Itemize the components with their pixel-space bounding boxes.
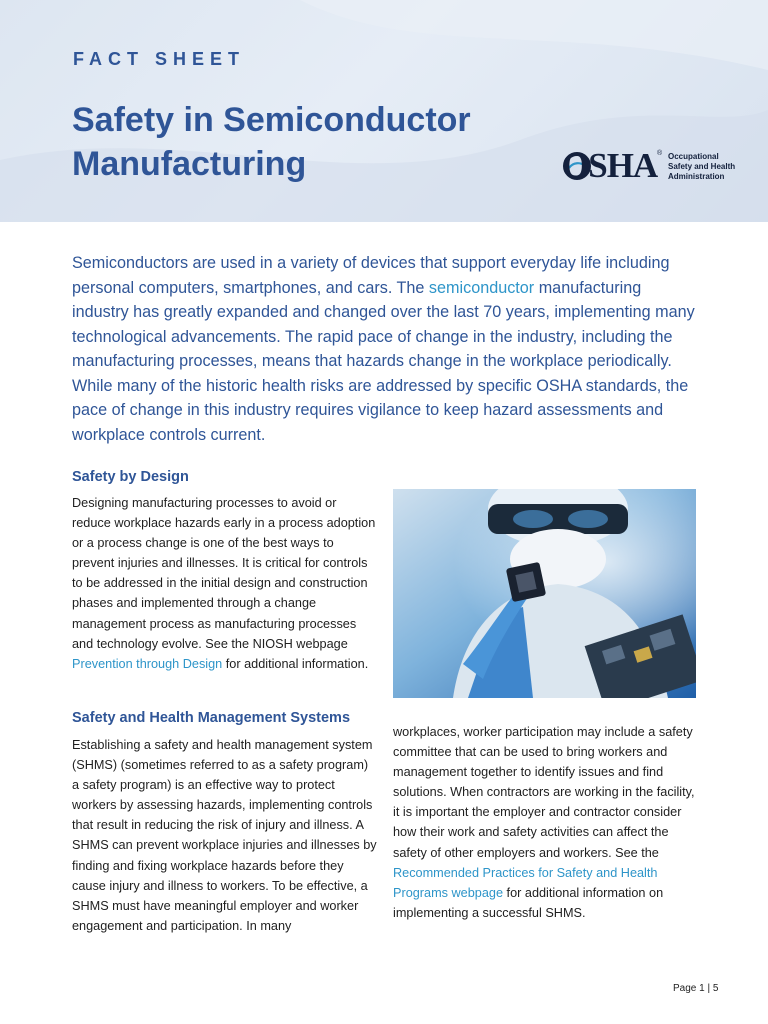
shms-right-text-start: workplaces, worker participation may include a safety committee that can be used to bring workers and management together to identify issues and find solutions. When contractors are working in the facility, it is important the employer and contractor consider how their work and safety activities can affect the safety of other employers and workers. See the: [393, 725, 695, 860]
page-title: [72, 98, 542, 186]
intro-paragraph: [72, 251, 702, 447]
intro-text-start: Semiconductors are used in a variety of devices that support everyday life including personal computers, smartphones, and cars. The: [72, 254, 670, 297]
cleanroom-worker-photo: [393, 489, 696, 698]
registered-mark: ®: [657, 150, 663, 157]
intro-text-end: manufacturing industry has greatly expanded and changed over the last 70 years, implementing many technological advancements. The rapid pace of change in the industry, including the manufacturing processes, means that hazards change in the workplace periodically. While many of the historic health risks are addressed by specific OSHA standards, the pace of change in this industry requires vigilance to keep hazard assessments and workplace controls current.: [72, 278, 695, 444]
shms-right-text-end: for additional information on implementing a successful SHMS.: [393, 885, 664, 920]
title-line-2: Manufacturing: [72, 145, 307, 183]
agency-line-2: Safety and Health: [668, 162, 736, 171]
agency-line-3: Administration: [668, 172, 725, 181]
header-banner: [0, 0, 768, 222]
semiconductor-link[interactable]: semiconductor: [428, 278, 535, 297]
shms-heading: Safety and Health Management Systems: [72, 710, 351, 726]
prevention-through-design-link[interactable]: Prevention through Design: [72, 656, 223, 671]
cleanroom-worker-holding-chip-photo: [393, 489, 696, 698]
safety-by-design-heading: Safety by Design: [72, 469, 189, 485]
design-text-start: Designing manufacturing processes to avoid or reduce workplace hazards early in a process adoption or a process change is one of the best ways to prevent injuries and illnesses. It is critical for controls to be addressed in the initial design and construction phases and implemented through a change management process as manufacturing processes and technology evolve. See the NIOSH webpage: [72, 496, 376, 651]
design-text-end: for additional information.: [222, 656, 369, 671]
title-line-1: Safety in Semiconductor: [72, 101, 471, 139]
shms-paragraph-right: [393, 722, 699, 923]
osha-logo: [562, 148, 752, 188]
shms-paragraph-left: Establishing a safety and health management system (SHMS) (sometimes referred to as a safety program) a safety program) is an effective way to protect workers by assessing hazards, implementing controls that result in reducing the risk of injury and illness. A SHMS can prevent workplace injuries and illnesses by finding and fixing workplace hazards before they cause injury and illness to workers. To be effective, a SHMS must have meaningful employer and worker engagement and participation. In many: [72, 738, 377, 933]
page-number: Page 1 | 5: [673, 983, 719, 994]
document-kicker: FACT SHEET: [73, 49, 246, 69]
osha-agency-name: [668, 152, 758, 182]
safety-by-design-paragraph: [72, 493, 378, 674]
osha-wordmark: OSHA: [562, 146, 658, 185]
agency-line-1: Occupational: [668, 152, 719, 161]
recommended-practices-link[interactable]: Recommended Practices for Safety and Health Programs webpage: [393, 865, 658, 900]
